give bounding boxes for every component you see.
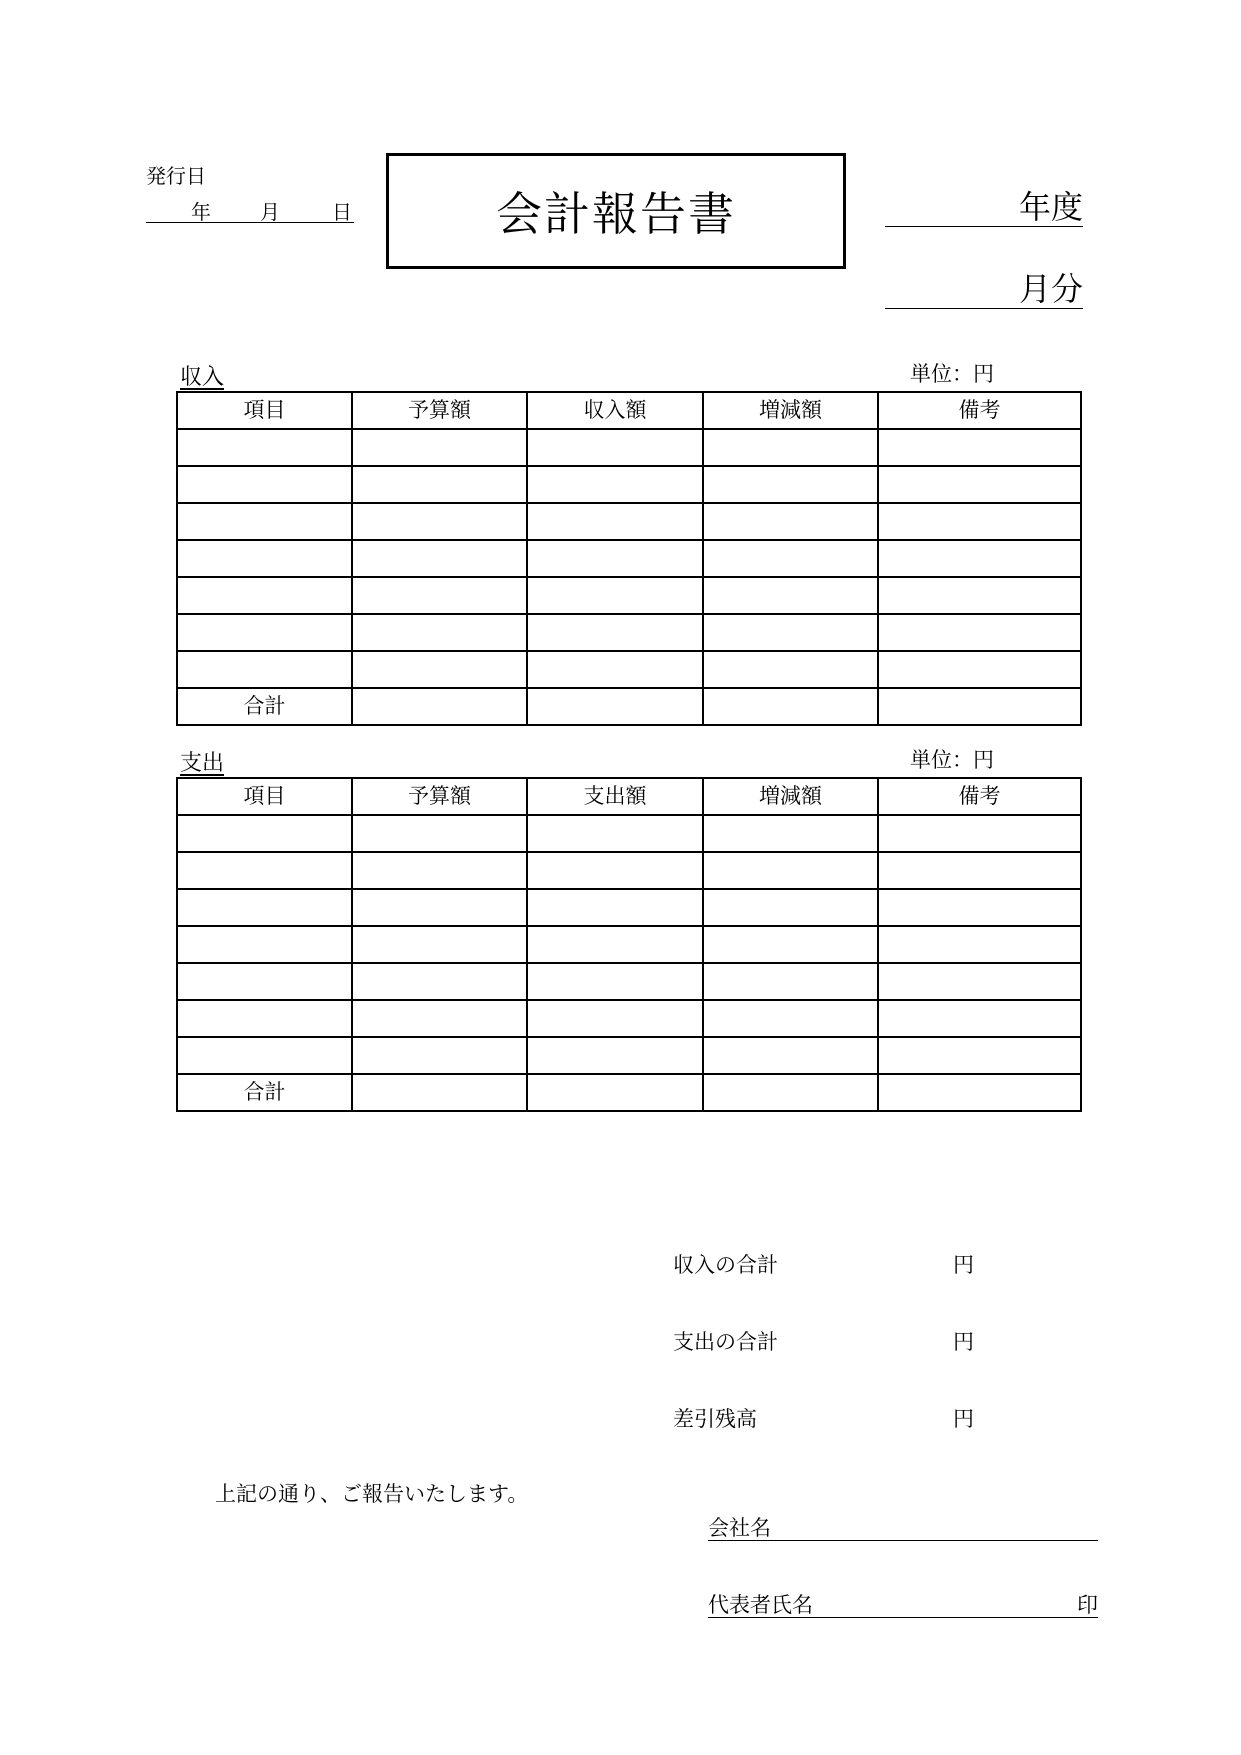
title-box [386,153,846,269]
income-cell[interactable] [703,614,878,651]
issue-month-label: 月 [260,200,280,224]
income-cell[interactable] [878,614,1081,651]
income-cell[interactable] [703,540,878,577]
expense-cell[interactable] [703,815,878,852]
income-cell[interactable] [177,503,352,540]
income-cell[interactable] [527,429,703,466]
income-cell[interactable] [878,466,1081,503]
expense-row [177,1037,1081,1074]
expense-row [177,926,1081,963]
expense-row [177,1000,1081,1037]
month-field[interactable] [885,270,1083,309]
expense-row [177,815,1081,852]
company-name-field[interactable] [708,1514,1098,1541]
income-row [177,577,1081,614]
expense-total-cell[interactable] [703,1074,878,1111]
expense-cell[interactable] [878,815,1081,852]
income-unit-label: 単位：円 [910,362,994,386]
income-cell[interactable] [878,577,1081,614]
expense-cell[interactable] [352,1037,527,1074]
income-cell[interactable] [527,614,703,651]
income-row [177,466,1081,503]
expense-total-label: 合計 [177,1074,352,1111]
income-total-summary-unit: 円 [953,1253,974,1277]
seal-mark: 印 [1077,1593,1098,1617]
expense-cell[interactable] [878,852,1081,889]
expense-cell[interactable] [527,815,703,852]
expense-cell[interactable] [527,963,703,1000]
expense-cell[interactable] [352,815,527,852]
expense-cell[interactable] [878,926,1081,963]
expense-cell[interactable] [703,1000,878,1037]
expense-cell[interactable] [878,1037,1081,1074]
expense-cell[interactable] [177,815,352,852]
expense-cell[interactable] [703,889,878,926]
income-cell[interactable] [177,429,352,466]
expense-total-summary-unit: 円 [953,1330,974,1354]
issue-date-label: 発行日 [146,164,206,188]
issue-day-label: 日 [332,200,352,224]
income-total-label: 合計 [177,688,352,725]
expense-cell[interactable] [177,852,352,889]
expense-cell[interactable] [177,963,352,1000]
expense-total-row [177,1074,1081,1111]
issue-date-field[interactable] [146,194,354,223]
balance-summary-unit: 円 [953,1407,974,1431]
income-cell[interactable] [352,503,527,540]
expense-cell[interactable] [527,889,703,926]
income-section-label: 収入 [180,365,225,390]
document-title: 会計報告書 [496,187,736,241]
income-cell[interactable] [177,540,352,577]
expense-cell[interactable] [177,1037,352,1074]
month-label: 月分 [1018,270,1083,308]
income-cell[interactable] [177,466,352,503]
expense-cell[interactable] [352,889,527,926]
income-header-budget: 予算額 [352,392,527,429]
expense-row [177,963,1081,1000]
expense-cell[interactable] [352,1000,527,1037]
income-cell[interactable] [352,540,527,577]
representative-name-field[interactable] [708,1591,1098,1618]
income-cell[interactable] [527,466,703,503]
expense-cell[interactable] [177,1000,352,1037]
expense-cell[interactable] [703,926,878,963]
income-cell[interactable] [352,466,527,503]
income-header-notes: 備考 [878,392,1081,429]
income-header-amount: 収入額 [527,392,703,429]
expense-unit-label: 単位：円 [910,748,994,772]
expense-header-change: 増減額 [703,778,878,815]
expense-header-notes: 備考 [878,778,1081,815]
income-cell[interactable] [703,651,878,688]
income-row [177,540,1081,577]
expense-cell[interactable] [527,1000,703,1037]
expense-cell[interactable] [177,889,352,926]
income-cell[interactable] [177,614,352,651]
income-cell[interactable] [878,540,1081,577]
income-header-item: 項目 [177,392,352,429]
expense-cell[interactable] [352,926,527,963]
income-total-cell[interactable] [878,688,1081,725]
income-row [177,503,1081,540]
closing-statement: 上記の通り、ご報告いたします。 [215,1482,529,1506]
expense-cell[interactable] [878,1000,1081,1037]
income-table [176,391,1082,726]
income-total-row [177,688,1081,725]
income-cell[interactable] [703,466,878,503]
representative-name-label: 代表者氏名 [708,1593,813,1617]
expense-table [176,777,1082,1112]
expense-row [177,889,1081,926]
expense-cell[interactable] [703,963,878,1000]
income-cell[interactable] [352,651,527,688]
expense-cell[interactable] [352,852,527,889]
income-cell[interactable] [177,651,352,688]
expense-header-item: 項目 [177,778,352,815]
income-row [177,614,1081,651]
income-cell[interactable] [703,429,878,466]
income-header-row [177,392,1081,429]
expense-cell[interactable] [527,852,703,889]
fiscal-year-label: 年度 [1018,188,1083,226]
income-header-change: 増減額 [703,392,878,429]
income-total-cell[interactable] [352,688,527,725]
expense-cell[interactable] [527,1037,703,1074]
income-total-cell[interactable] [527,688,703,725]
income-cell[interactable] [703,577,878,614]
expense-cell[interactable] [527,926,703,963]
income-cell[interactable] [703,503,878,540]
income-cell[interactable] [527,540,703,577]
income-row [177,651,1081,688]
income-total-cell[interactable] [703,688,878,725]
income-cell[interactable] [878,503,1081,540]
income-cell[interactable] [352,429,527,466]
income-total-summary-label: 収入の合計 [673,1253,778,1277]
expense-cell[interactable] [177,926,352,963]
income-cell[interactable] [177,577,352,614]
expense-row [177,852,1081,889]
income-cell[interactable] [527,503,703,540]
income-row [177,429,1081,466]
expense-cell[interactable] [878,889,1081,926]
expense-header-row [177,778,1081,815]
income-cell[interactable] [527,651,703,688]
income-cell[interactable] [352,614,527,651]
expense-total-cell[interactable] [878,1074,1081,1111]
fiscal-year-field[interactable] [885,188,1083,227]
expense-cell[interactable] [352,963,527,1000]
income-cell[interactable] [878,429,1081,466]
expense-total-cell[interactable] [527,1074,703,1111]
expense-cell[interactable] [703,852,878,889]
company-name-label: 会社名 [708,1516,771,1540]
expense-header-budget: 予算額 [352,778,527,815]
expense-cell[interactable] [703,1037,878,1074]
expense-header-amount: 支出額 [527,778,703,815]
expense-total-summary-label: 支出の合計 [673,1330,778,1354]
income-cell[interactable] [527,577,703,614]
expense-total-cell[interactable] [352,1074,527,1111]
expense-section-label: 支出 [180,751,225,776]
income-cell[interactable] [352,577,527,614]
balance-summary-label: 差引残高 [673,1407,757,1431]
expense-cell[interactable] [878,963,1081,1000]
issue-year-label: 年 [191,200,211,224]
income-cell[interactable] [878,651,1081,688]
